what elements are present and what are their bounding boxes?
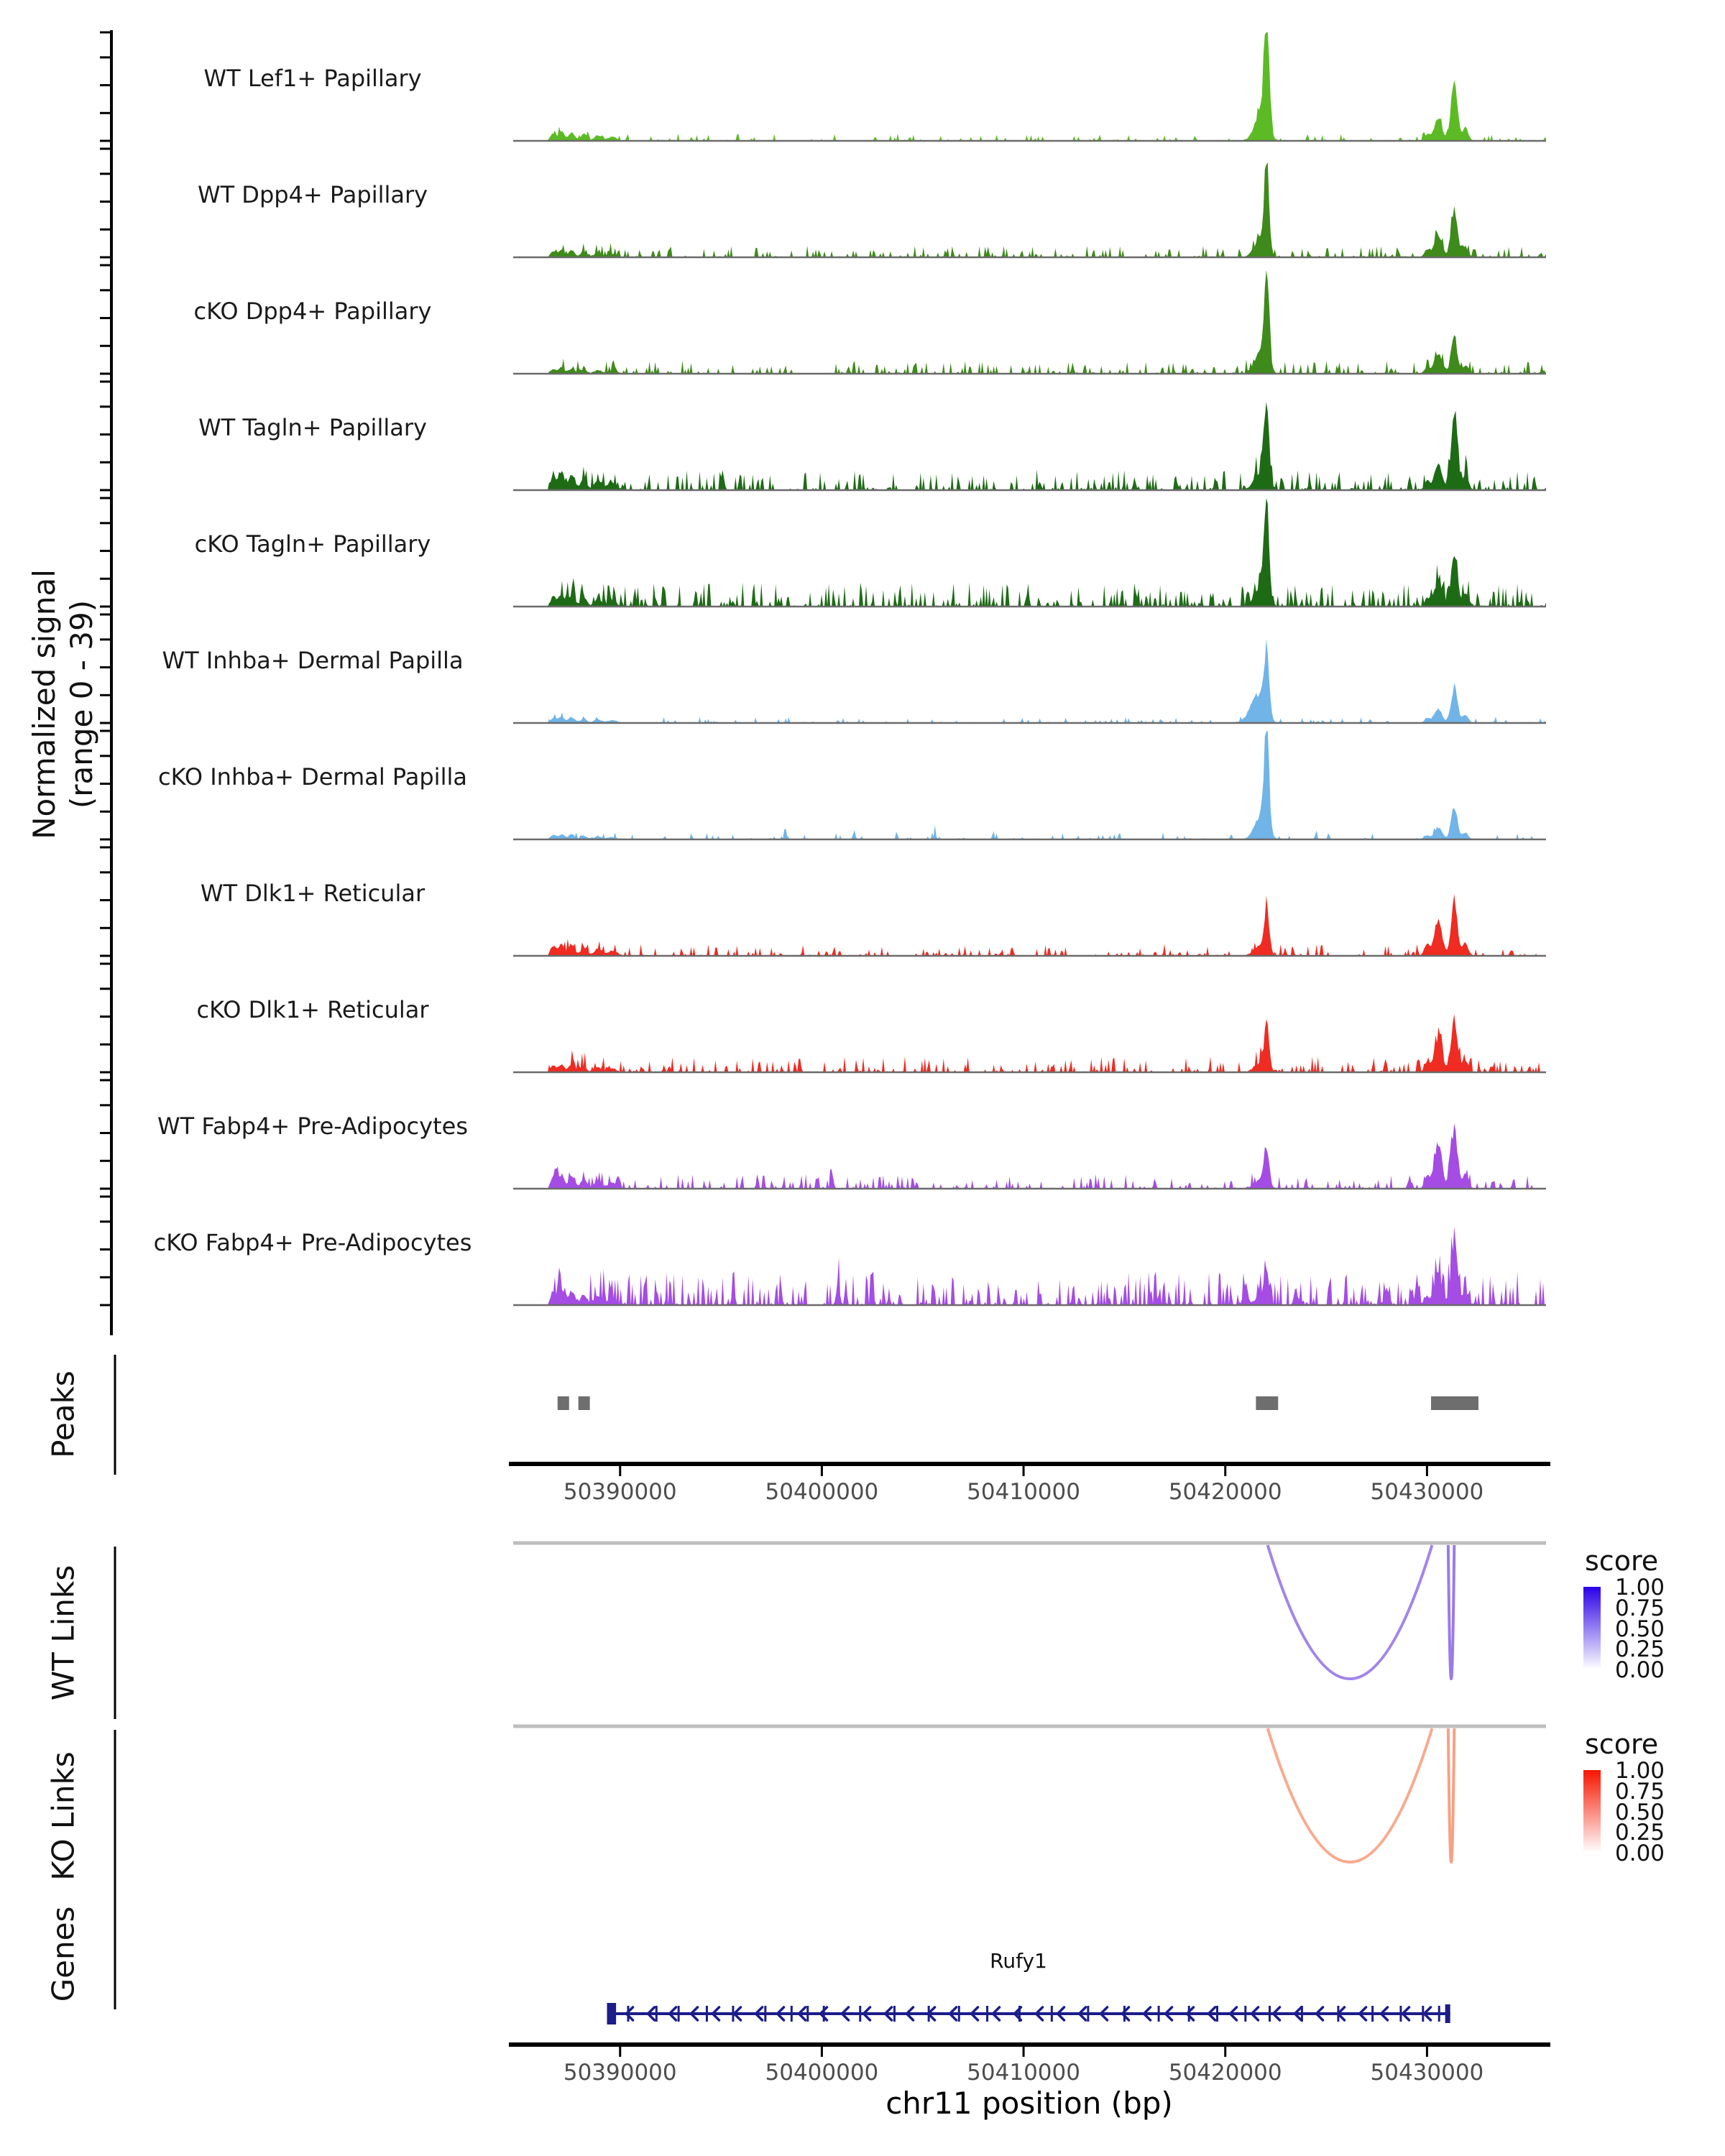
peaks-panel-label: Peaks bbox=[45, 1370, 81, 1458]
legend-tick-label: 0.25 bbox=[1615, 1636, 1665, 1663]
signal-track-area bbox=[513, 731, 1546, 839]
wt-links-score-gradient bbox=[1583, 1587, 1601, 1669]
x-axis-title: chr11 position (bp) bbox=[886, 2086, 1173, 2121]
link-arc bbox=[1448, 1728, 1454, 1862]
ko-links-panel-label: KO Links bbox=[45, 1751, 81, 1881]
wt-links-legend-title: score bbox=[1585, 1545, 1659, 1577]
legend-tick-label: 1.00 bbox=[1615, 1758, 1665, 1784]
track-label: cKO Dpp4+ Papillary bbox=[193, 298, 432, 325]
legend-tick-label: 1.00 bbox=[1615, 1575, 1665, 1600]
signal-track-area bbox=[513, 32, 1546, 141]
y-axis-title bbox=[26, 569, 101, 839]
x-axis-tick-label: 50400000 bbox=[765, 1479, 879, 1505]
legend-tick-label: 0.00 bbox=[1615, 1841, 1665, 1866]
peak-interval-box bbox=[1256, 1396, 1278, 1410]
x-axis-tick-label: 50390000 bbox=[563, 2060, 677, 2086]
signal-track-area bbox=[513, 1014, 1546, 1072]
track-label: WT Lef1+ Papillary bbox=[203, 65, 422, 92]
track-label: cKO Tagln+ Papillary bbox=[194, 530, 431, 558]
legend-tick-label: 0.50 bbox=[1615, 1799, 1665, 1825]
signal-track-area bbox=[513, 270, 1546, 374]
ko-links-score-gradient bbox=[1583, 1770, 1601, 1853]
gene-end-box bbox=[1445, 2004, 1450, 2023]
legend-tick-label: 0.00 bbox=[1615, 1657, 1665, 1683]
link-arc bbox=[1448, 1545, 1454, 1679]
track-label: WT Fabp4+ Pre-Adipocytes bbox=[157, 1112, 468, 1140]
legend-tick-label: 0.75 bbox=[1615, 1778, 1665, 1805]
link-arc bbox=[1268, 1728, 1432, 1862]
y-axis-title-line2: (range 0 - 39) bbox=[64, 599, 99, 809]
x-axis-line bbox=[509, 2042, 1550, 2047]
signal-track-area bbox=[513, 162, 1546, 257]
peak-interval-box bbox=[579, 1396, 590, 1410]
link-arc bbox=[1268, 1545, 1432, 1679]
track-label: cKO Fabp4+ Pre-Adipocytes bbox=[153, 1229, 472, 1256]
y-axis-title-line1: Normalized signal bbox=[27, 569, 62, 839]
genes-panel-label: Genes bbox=[45, 1906, 81, 2002]
ko-links-legend-title: score bbox=[1585, 1728, 1659, 1760]
track-label: WT Inhba+ Dermal Papilla bbox=[162, 647, 464, 674]
peak-interval-box bbox=[558, 1396, 569, 1410]
track-label: cKO Inhba+ Dermal Papilla bbox=[158, 763, 467, 791]
x-axis-tick-label: 50420000 bbox=[1168, 1479, 1282, 1505]
legend-tick-label: 0.25 bbox=[1615, 1820, 1665, 1846]
signal-track-area bbox=[513, 498, 1546, 607]
legend-tick-label: 0.50 bbox=[1615, 1616, 1665, 1642]
gene-start-box bbox=[607, 2003, 617, 2024]
signal-track-area bbox=[513, 402, 1546, 490]
signal-track-area bbox=[513, 639, 1546, 723]
signal-track-area bbox=[513, 894, 1546, 956]
legend-tick-label: 0.75 bbox=[1615, 1595, 1665, 1621]
x-axis-tick-label: 50430000 bbox=[1370, 2060, 1484, 2086]
signal-track-area bbox=[513, 1227, 1546, 1305]
track-label: WT Dpp4+ Papillary bbox=[197, 181, 428, 208]
x-axis-tick-label: 50400000 bbox=[765, 2060, 879, 2086]
track-label: WT Tagln+ Papillary bbox=[198, 414, 427, 441]
gene-name-label: Rufy1 bbox=[990, 1949, 1047, 1973]
x-axis-line bbox=[509, 1462, 1550, 1466]
x-axis-tick-label: 50390000 bbox=[563, 1479, 677, 1505]
wt-links-panel-label: WT Links bbox=[45, 1565, 81, 1701]
track-label: cKO Dlk1+ Reticular bbox=[196, 996, 429, 1023]
peak-interval-box bbox=[1431, 1396, 1478, 1410]
x-axis-tick-label: 50410000 bbox=[967, 1479, 1080, 1505]
x-axis-tick-label: 50430000 bbox=[1370, 1479, 1484, 1505]
signal-track-area bbox=[513, 1123, 1546, 1189]
x-axis-tick-label: 50420000 bbox=[1168, 2060, 1282, 2086]
track-label: WT Dlk1+ Reticular bbox=[200, 880, 426, 907]
x-axis-tick-label: 50410000 bbox=[967, 2060, 1080, 2086]
